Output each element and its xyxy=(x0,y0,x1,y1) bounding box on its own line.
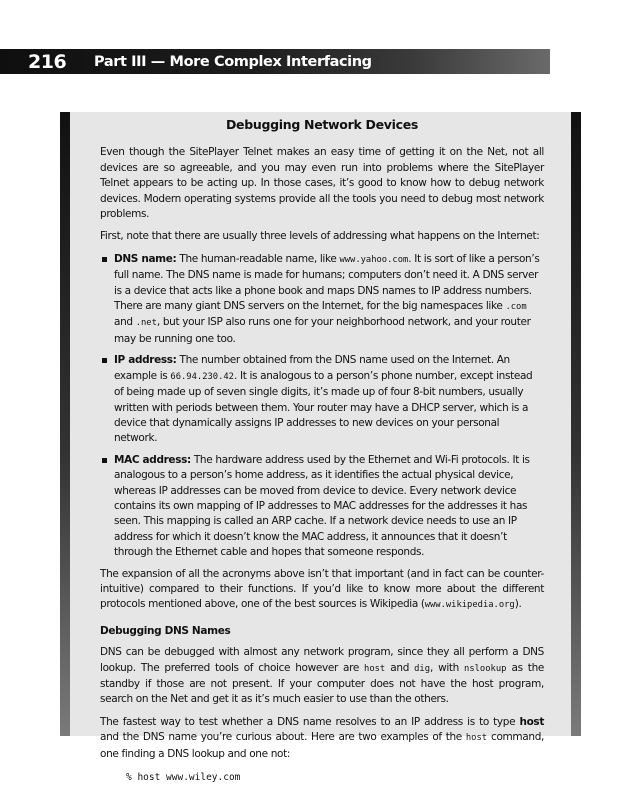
paragraph-text: , with xyxy=(430,661,465,674)
inline-code: www.wikipedia.org xyxy=(424,600,515,611)
list-term: MAC address: xyxy=(114,453,191,466)
dns-section-heading: Debugging DNS Names xyxy=(100,624,231,637)
list-term: IP address: xyxy=(114,354,177,367)
list-item-mac-address xyxy=(100,453,544,561)
bold-text: host xyxy=(519,715,544,728)
sidebar-content xyxy=(100,117,544,785)
levels-intro-paragraph: First, note that there are usually three levels of addressing what happens on the Internet: xyxy=(100,230,540,243)
fastest-paragraph xyxy=(100,715,544,762)
list-text: , but your ISP also runs one for your neighborhood network, and your router may be running one too. xyxy=(114,316,531,345)
square-bullet-icon xyxy=(102,458,107,463)
list-text: . It is analogous to a person’s phone number, except instead of being made up of seven single digits, it’s made up of four 8-bit numbers, usually written with periods between them. Your router may have a DHCP server, which is a device that dynamically assigns IP addresses to new devices on your personal network. xyxy=(114,369,533,445)
paragraph-text: and xyxy=(385,661,415,674)
sidebar-left-rule xyxy=(60,112,70,736)
list-item-ip-address xyxy=(100,353,544,446)
paragraph-text: ). xyxy=(514,598,522,611)
paragraph-text: and the DNS name you’re curious about. Here are two examples of the xyxy=(100,731,466,744)
page-number: 216 xyxy=(28,50,67,73)
list-text: and xyxy=(114,316,136,329)
list-text: The hardware address used by the Ethernet and Wi-Fi protocols. It is analogous to a person’s home address, as it identifies the actual physical device, whereas IP addresses can be moved from device to device. Every network device contains its own mapping of IP addresses to MAC addresses for the addresses it has seen. This mapping is called an ARP cache. If a network device needs to use an IP address for which it doesn’t know the MAC address, it announces that it doesn’t through the Ethernet cable and hopes that someone responds. xyxy=(114,453,530,559)
square-bullet-icon xyxy=(102,257,107,262)
address-levels-list xyxy=(100,252,544,561)
inline-code: nslookup xyxy=(464,663,507,674)
inline-code: dig xyxy=(414,663,430,674)
inline-code: host xyxy=(364,663,386,674)
paragraph-text: The fastest way to test whether a DNS name resolves to an IP address is to type xyxy=(100,715,520,728)
sidebar-right-rule xyxy=(571,112,581,736)
list-term: DNS name: xyxy=(114,252,177,265)
inline-code: .net xyxy=(135,318,157,329)
list-text: . It is sort of like a person’s full name. The DNS name is made for humans; computers don’t need it. A DNS server is a device that acts like a phone book and maps DNS names to IP address numbers. There are many giant DNS servers on the Internet, for the big namespaces like xyxy=(114,252,540,313)
list-item-dns-name xyxy=(100,252,544,347)
square-bullet-icon xyxy=(102,358,107,363)
inline-code: host xyxy=(465,733,488,744)
list-text: The number obtained from the DNS name used on the Internet. An example is xyxy=(114,354,510,382)
inline-code: .com xyxy=(505,302,527,313)
expansion-paragraph xyxy=(100,567,544,614)
inline-code: www.yahoo.com xyxy=(339,254,409,265)
intro-paragraph: Even though the SitePlayer Telnet makes an easy time of getting it on the Net, not all devices are so agreeable, and you may even run into problems where the SitePlayer Telnet appears to be acting up. In those cases, it’s good to know how to debug network devices. Modern operating systems provide all the tools you need to debug most network problems. xyxy=(100,146,544,221)
paragraph-text: as the standby if those are not present. If your computer does not have the host program, search on the Net and get it as it’s much easier to use than the others. xyxy=(100,661,544,706)
inline-code: 66.94.230.42 xyxy=(170,371,234,382)
sidebar-box xyxy=(60,112,581,784)
dns-paragraph xyxy=(100,645,544,708)
chapter-title: Part III — More Complex Interfacing xyxy=(94,53,372,70)
list-text: The human-readable name, like xyxy=(176,252,340,265)
sidebar-title: Debugging Network Devices xyxy=(225,117,419,132)
running-header xyxy=(0,49,550,74)
paragraph-text: The expansion of all the acronyms above isn’t that important (and in fact can be counter-intuitive) compared to their functions. If you’d like to know more about the different protocols mentioned above, one of the best sources is Wikipedia ( xyxy=(100,567,544,611)
code-example: % host www.wiley.com xyxy=(126,772,241,784)
paragraph-text: command, one finding a DNS lookup and one not: xyxy=(100,731,545,760)
paragraph-text: DNS can be debugged with almost any network program, since they all perform a DNS lookup. The preferred tools of choice however are xyxy=(100,646,544,674)
